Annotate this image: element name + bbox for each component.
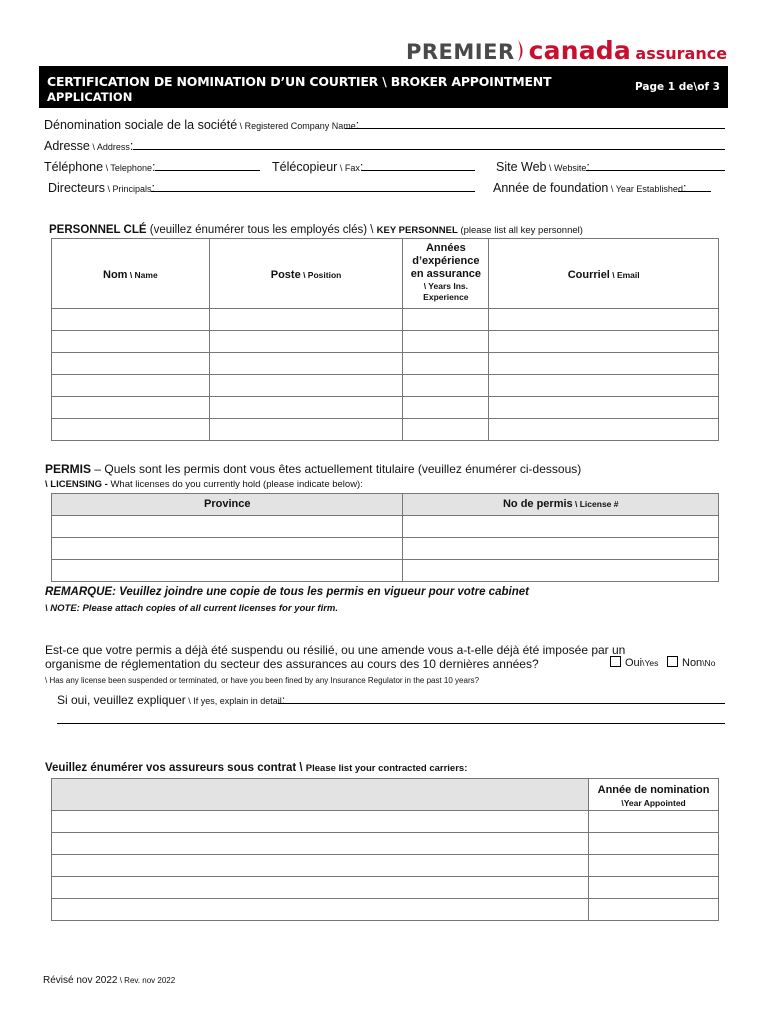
col-email: Courriel \ Email bbox=[489, 239, 719, 309]
phone-label: Téléphone \ Telephone: bbox=[44, 160, 156, 174]
principals-label: Directeurs \ Principals: bbox=[48, 181, 155, 195]
carriers-table bbox=[51, 778, 719, 921]
address-label: Adresse \ Address: bbox=[44, 139, 134, 153]
fax-label: Télécopieur \ Fax: bbox=[272, 160, 364, 174]
table-header-row bbox=[52, 239, 719, 309]
company-name-label: Dénomination sociale de la société \ Registered Company Name: bbox=[44, 118, 360, 132]
company-name-field[interactable] bbox=[345, 128, 725, 129]
address-field[interactable] bbox=[133, 149, 725, 150]
website-field[interactable] bbox=[586, 170, 725, 171]
table-row[interactable] bbox=[52, 353, 719, 375]
table-row[interactable] bbox=[52, 538, 719, 560]
website-label: Site Web \ Website: bbox=[496, 160, 590, 174]
table-row[interactable] bbox=[52, 560, 719, 582]
yes-checkbox[interactable] bbox=[610, 656, 621, 667]
col-carrier bbox=[52, 779, 589, 811]
logo-assurance: assurance bbox=[635, 44, 728, 63]
form-title-bar bbox=[39, 66, 728, 108]
key-personnel-heading: PERSONNEL CLÉ (veuillez énumérer tous les employés clés) \ KEY PERSONNEL (please list all key personnel) bbox=[49, 224, 583, 236]
table-row[interactable] bbox=[52, 855, 719, 877]
form-title: CERTIFICATION DE NOMINATION D’UN COURTIER \ BROKER APPOINTMENT bbox=[47, 74, 552, 89]
table-row[interactable] bbox=[52, 877, 719, 899]
question-line2: organisme de réglementation du secteur des assurances au cours des 10 dernières années? bbox=[45, 657, 539, 671]
question-en: \ Has any license been suspended or terminated, or have you been fined by any Insurance Regulator in the past 10 years? bbox=[45, 676, 480, 685]
no-option[interactable]: Non\No bbox=[667, 656, 715, 669]
form-title-line2: APPLICATION bbox=[47, 90, 133, 104]
table-row[interactable] bbox=[52, 397, 719, 419]
licensing-heading-en: \ LICENSING - What licenses do you currently hold (please indicate below): bbox=[45, 479, 363, 490]
key-personnel-table bbox=[51, 238, 719, 441]
remark-en: \ NOTE: Please attach copies of all current licenses for your firm. bbox=[45, 603, 339, 614]
table-row[interactable] bbox=[52, 899, 719, 921]
remark-fr: REMARQUE: Veuillez joindre une copie de tous les permis en vigueur pour votre cabinet bbox=[45, 586, 529, 598]
col-years-experience: Années d’expérience en assurance \ Years Ins. Experience bbox=[403, 239, 489, 309]
fax-field[interactable] bbox=[362, 170, 475, 171]
table-row[interactable] bbox=[52, 833, 719, 855]
col-name: Nom \ Name bbox=[52, 239, 210, 309]
principals-field[interactable] bbox=[151, 191, 475, 192]
revision-footer: Révisé nov 2022 \ Rev. nov 2022 bbox=[43, 975, 176, 986]
col-position: Poste \ Position bbox=[209, 239, 403, 309]
table-row[interactable] bbox=[52, 811, 719, 833]
year-established-label: Année de foundation \ Year Established: bbox=[493, 181, 687, 195]
col-year-appointed: Année de nomination \Year Appointed bbox=[589, 779, 719, 811]
table-row[interactable] bbox=[52, 375, 719, 397]
explain-label: Si oui, veuillez expliquer \ If yes, explain in detail: bbox=[57, 693, 286, 707]
question-line1: Est-ce que votre permis a déjà été suspendu ou résilié, ou une amende vous a-t-elle déjà été imposée par un bbox=[45, 643, 626, 657]
logo-canada: canada bbox=[528, 36, 631, 65]
logo-premier: PREMIER bbox=[406, 40, 515, 64]
explain-field-2[interactable] bbox=[57, 723, 725, 724]
carriers-heading: Veuillez énumérer vos assureurs sous contrat \ Please list your contracted carriers: bbox=[45, 762, 468, 774]
company-logo bbox=[406, 36, 726, 66]
col-province: Province bbox=[52, 494, 403, 516]
table-row[interactable] bbox=[52, 419, 719, 441]
table-row[interactable] bbox=[52, 309, 719, 331]
explain-field-1[interactable] bbox=[278, 703, 725, 704]
no-checkbox[interactable] bbox=[667, 656, 678, 667]
licensing-table bbox=[51, 493, 719, 582]
logo-swoosh-icon bbox=[516, 39, 528, 63]
col-license-number: No de permis \ License # bbox=[403, 494, 719, 516]
table-header-row bbox=[52, 779, 719, 811]
yes-option[interactable]: Oui\Yes bbox=[610, 656, 658, 669]
year-established-field[interactable] bbox=[678, 191, 711, 192]
page-number: Page 1 de\of 3 bbox=[635, 81, 720, 93]
table-row[interactable] bbox=[52, 516, 719, 538]
phone-field[interactable] bbox=[155, 170, 260, 171]
table-header-row bbox=[52, 494, 719, 516]
licensing-heading: PERMIS – Quels sont les permis dont vous êtes actuellement titulaire (veuillez énumérer ci-dessous) bbox=[45, 462, 582, 476]
table-row[interactable] bbox=[52, 331, 719, 353]
